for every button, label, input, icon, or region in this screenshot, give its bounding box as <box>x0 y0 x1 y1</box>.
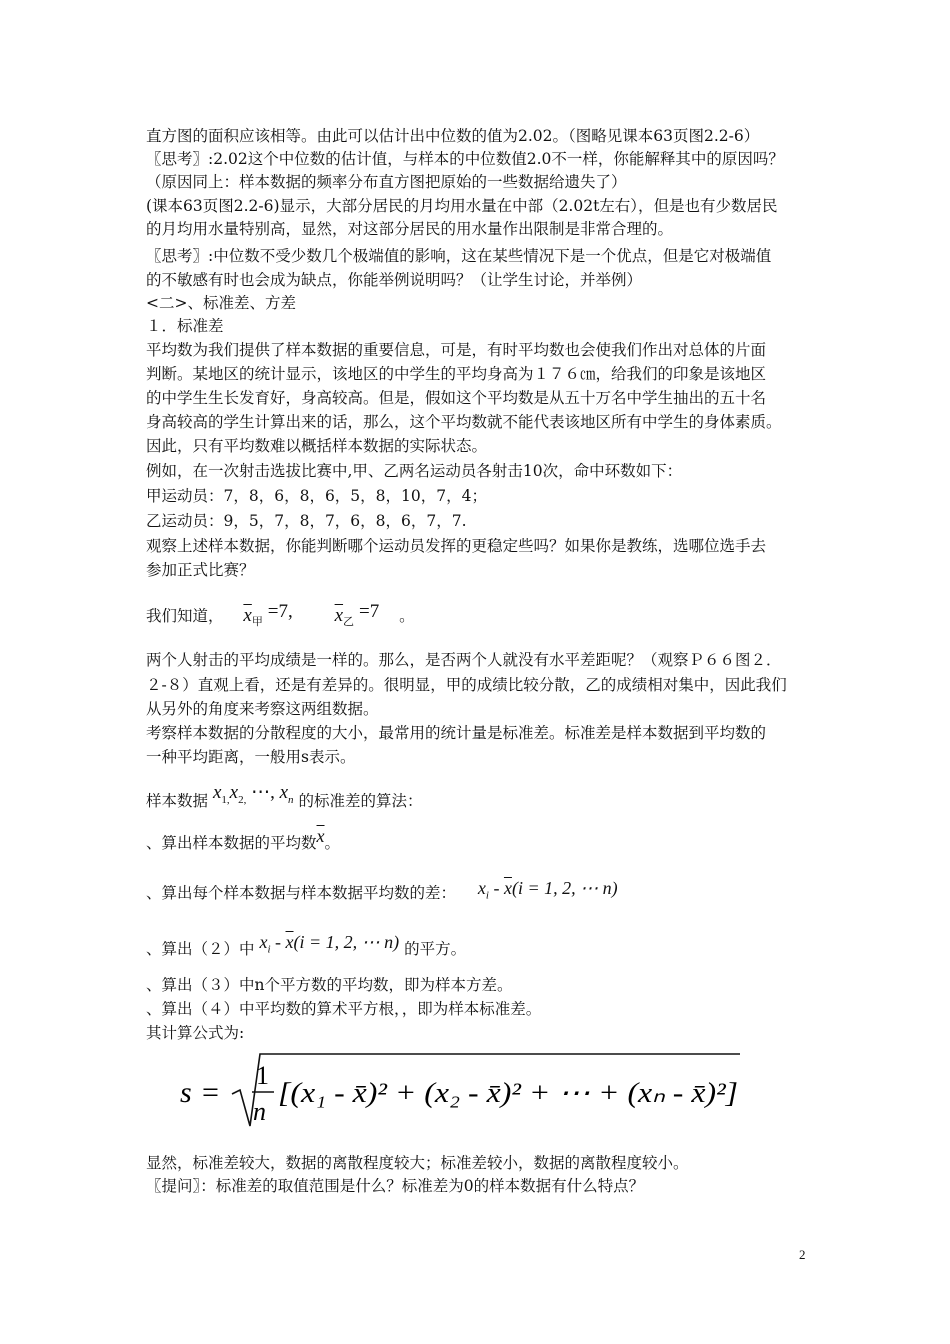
std-formula <box>180 1050 760 1130</box>
text-line: 例如，在一次射击选拔比赛中,甲、乙两名运动员各射击10次，命中环数如下： <box>146 462 683 480</box>
text-line: 〖思考〗:2.02这个中位数的估计值，与样本的中位数值2.0不一样，你能解释其中的原因吗？ <box>146 150 784 168</box>
text-line: 的不敏感有时也会成为缺点，你能举例说明吗？（让学生讨论，并举例） <box>146 271 643 289</box>
text-line: 从另外的角度来考察这两组数据。 <box>146 700 379 718</box>
page-number: 2 <box>799 1247 806 1262</box>
mean-jia-sub: 甲 <box>251 615 263 629</box>
formula-body: [(x₁ - x̄)² + (x₂ - x̄)² + ⋯ + (xₙ - x̄)²] <box>278 1078 738 1109</box>
diff-expr: (i = 1, 2, ⋯ n) <box>511 878 618 898</box>
text-fragment: 的标准差的算法： <box>298 792 423 810</box>
text-line: ２-８）直观上看，还是有差异的。很明显，甲的成绩比较分散，乙的成绩相对集中，因此我们 <box>146 676 787 694</box>
text-line: (课本63页图2.2-6)显示，大部分居民的月均用水量在中部（2.02t左右），但是也有少数居民 <box>146 197 778 215</box>
text-line: 〖思考〗:中位数不受少数几个极端值的影响，这在某些情况下是一个优点，但是它对极端值 <box>146 247 772 265</box>
step-3: 、算出（２）中 $x_i - \overline{x}(i = 1$, 2, ⋯ n) 的平方。 <box>146 932 467 958</box>
text-fragment: 样本数据 <box>146 792 209 810</box>
text-fragment: 、算出每个样本数据与样本数据平均数的差： <box>146 884 457 902</box>
text-line: 两个人射击的平均成绩是一样的。那么，是否两个人就没有水平差距呢？（观察Ｐ６６图２． <box>146 651 782 669</box>
text-line: 显然，标准差较大，数据的离散程度较大；标准差较小，数据的离散程度较小。 <box>146 1154 689 1172</box>
text-fragment: 的平方。 <box>404 940 467 958</box>
mean-yi-sub: 乙 <box>343 615 355 629</box>
step-5: 、算出（４）中平均数的算术平方根，，即为样本标准差。 <box>146 1000 542 1018</box>
text-line: 身高较高的学生计算出来的话，那么，这个平均数就不能代表该地区所有中学生的身体素质。 <box>146 413 782 431</box>
text-line: （原因同上：样本数据的频率分布直方图把原始的一些数据给遗失了） <box>146 173 627 191</box>
means-line <box>146 601 415 633</box>
formula-n: n <box>253 1097 266 1126</box>
diff-expr-2: (i = 1, 2, ⋯ n) <box>293 932 400 952</box>
text-fragment: 、算出（２）中 <box>146 940 255 958</box>
text-line: 甲运动员：7，8，6，8，6，5，8，10，7，4； <box>146 487 487 505</box>
text-line: 直方图的面积应该相等。由此可以估计出中位数的值为2.02。（图略见课本63页图2.2-6） <box>146 127 760 145</box>
mean-jia-val: =7, <box>267 601 293 622</box>
text-fragment: 、算出样本数据的平均数 <box>146 834 317 852</box>
text-line: 平均数为我们提供了样本数据的重要信息，可是，有时平均数也会使我们作出对总体的片面 <box>146 341 767 359</box>
mean-yi-val: =7 <box>358 601 380 622</box>
text-line: 一种平均距离，一般用s表示。 <box>146 748 356 766</box>
formula-one: 1 <box>256 1061 269 1090</box>
text-fragment: 我们知道， <box>146 607 224 625</box>
text-line: 的月均用水量特别高，显然，对这部分居民的用水量作出限制是非常合理的。 <box>146 220 674 238</box>
question-line: 〖提问〗：标准差的取值范围是什么？标准差为0的样本数据有什么特点？ <box>146 1177 645 1195</box>
formula-s: s <box>180 1076 192 1109</box>
text-line: 考察样本数据的分散程度的大小，最常用的统计量是标准差。标准差是样本数据到平均数的 <box>146 724 767 742</box>
text-line: 乙运动员：9，5，7，8，7，6，8，6，7，7. <box>146 512 467 530</box>
step-2: 、算出每个样本数据与样本数据平均数的差： $x_i - \overline{x}(i = 1$, 2, ⋯ n) <box>146 878 618 902</box>
text-line: 因此，只有平均数难以概括样本数据的实际状态。 <box>146 437 488 455</box>
text-line: 参加正式比赛？ <box>146 561 255 579</box>
subsection-heading: １．标准差 <box>146 317 224 335</box>
text-line: 观察上述样本数据，你能判断哪个运动员发挥的更稳定些吗？如果你是教练，选哪位选手去 <box>146 537 767 555</box>
sample-data-line: 样本数据 $x_{1,}x_{2,}$ ⋯, $x_n$ 的标准差的算法： <box>146 782 423 810</box>
step-4: 、算出（３）中n个平方数的平均数，即为样本方差。 <box>146 976 513 994</box>
section-heading: <二>、标准差、方差 <box>146 294 296 312</box>
text-line: 其计算公式为: <box>146 1024 245 1042</box>
period: 。 <box>399 607 415 625</box>
formula-eq: = <box>202 1076 219 1109</box>
text-line: 的中学生生长发育好，身高较高。但是，假如这个平均数是从五十万名中学生抽出的五十名 <box>146 389 767 407</box>
mean-jia-var: $\overline{x}$ <box>243 605 252 626</box>
mean-yi-var: $\overline{x}$ <box>334 605 344 626</box>
text-line: 判断。某地区的统计显示，该地区的中学生的平均身高为１７６㎝，给我们的印象是该地区 <box>146 365 767 383</box>
step-1: 、算出样本数据的平均数$\overline{x}$。 <box>146 826 341 852</box>
